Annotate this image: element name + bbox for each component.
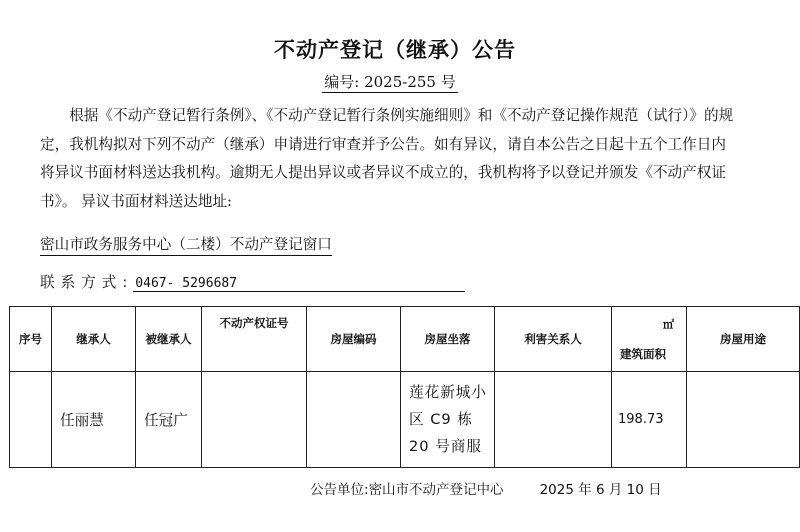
header-house-code: 房屋编码 bbox=[307, 307, 401, 372]
footer-unit: 密山市不动产登记中心 bbox=[368, 482, 504, 498]
inheritance-table bbox=[9, 306, 800, 468]
header-deceased: 被继承人 bbox=[136, 307, 202, 372]
footer-date: 2025 年 6 月 10 日 bbox=[539, 482, 662, 498]
contact-phone: 0467- 5296687 bbox=[133, 276, 465, 292]
header-index: 序号 bbox=[10, 307, 52, 372]
header-usage: 房屋用途 bbox=[687, 307, 800, 372]
header-area bbox=[612, 307, 687, 372]
cell-deceased: 任冠广 bbox=[136, 372, 202, 468]
notice-footer bbox=[310, 478, 662, 498]
header-interested-party: 利害关系人 bbox=[495, 307, 612, 372]
header-area-text: 建筑面积 bbox=[620, 347, 666, 361]
header-cert-no bbox=[202, 307, 307, 372]
header-heir: 继承人 bbox=[52, 307, 136, 372]
table-row bbox=[10, 372, 800, 468]
number-value: 2025-255 bbox=[364, 73, 436, 91]
area-unit: ㎡ bbox=[663, 318, 674, 331]
cell-usage bbox=[687, 372, 800, 468]
header-location: 房屋坐落 bbox=[401, 307, 495, 372]
number-label: 编号: bbox=[324, 73, 360, 91]
contact-line bbox=[40, 271, 465, 292]
objection-address: 密山市政务服务中心（二楼）不动产登记窗口 bbox=[40, 233, 332, 256]
notice-body-text: 根据《不动产登记暂行条例》、《不动产登记暂行条例实施细则》和《不动产登记操作规范（试行）》的规定，我机构拟对下列不动产（继承）申请进行审查并予公告。如有异议，请自本公告之日起十五个工作日内将异议书面材料送达我机构。逾期无人提出异议或者异议不成立的，我机构将予以登记并颁发《不动产权证书》。 异议书面材料送达地址: bbox=[40, 107, 734, 210]
notice-body bbox=[40, 102, 740, 216]
number-suffix: 号 bbox=[440, 73, 456, 91]
notice-title: 不动产登记（继承）公告 bbox=[274, 38, 516, 62]
cell-area: 198.73 bbox=[612, 372, 687, 468]
table-header-row bbox=[10, 307, 800, 372]
cell-interested-party bbox=[495, 372, 612, 468]
contact-label: 联系方式: bbox=[40, 274, 134, 291]
cell-house-code bbox=[307, 372, 401, 468]
notice-number bbox=[0, 71, 780, 92]
cell-location: 莲花新城小区 C9 栋 20 号商服 bbox=[401, 372, 495, 468]
footer-unit-label: 公告单位: bbox=[310, 482, 369, 498]
header-cert-no-text: 不动产权证号 bbox=[219, 316, 289, 330]
cell-index bbox=[10, 372, 52, 468]
cell-cert-no bbox=[202, 372, 307, 468]
cell-heir: 任丽慧 bbox=[52, 372, 136, 468]
